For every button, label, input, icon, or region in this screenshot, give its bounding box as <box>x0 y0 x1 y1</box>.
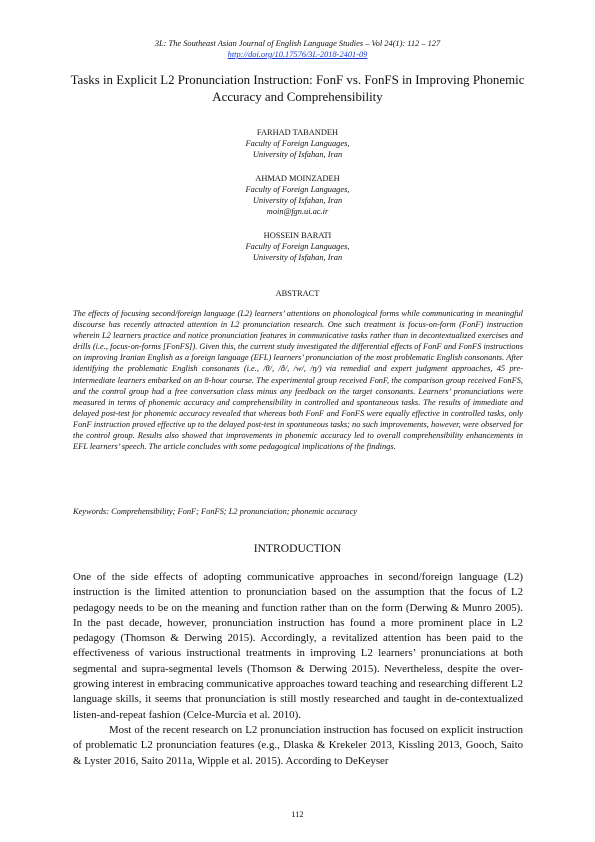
author-affiliation: University of Isfahan, Iran <box>252 253 343 262</box>
author-affiliation: University of Isfahan, Iran <box>252 196 343 205</box>
author-affiliation: Faculty of Foreign Languages, <box>245 242 350 251</box>
author-name: AHMAD MOINZADEH <box>255 174 340 183</box>
keywords-text: Comprehensibility; FonF; FonFS; L2 pronunciation; phonemic accuracy <box>111 507 358 516</box>
author-name: HOSSEIN BARATI <box>263 231 332 240</box>
body-paragraph: Most of the recent research on L2 pronunciation instruction has focused on explicit instruction of problematic L2 pronunciation features (e.g., Dlaska & Krekeler 2013, Kissling 2013, Gooch, Saito & Lyster 2016, Saito 2011a, Wipple et al. 2015). According to DeKeyser <box>73 724 523 767</box>
author-email[interactable]: moin@fgn.ui.ac.ir <box>266 207 329 216</box>
keywords <box>73 506 523 517</box>
abstract-heading: ABSTRACT <box>275 289 320 298</box>
page-number: 112 <box>291 810 304 819</box>
author-affiliation: Faculty of Foreign Languages, <box>245 185 350 194</box>
author-block <box>0 230 595 263</box>
author-name: FARHAD TABANDEH <box>256 128 339 137</box>
author-affiliation: University of Isfahan, Iran <box>252 150 343 159</box>
paper-title: Tasks in Explicit L2 Pronunciation Instruction: FonF vs. FonFS in Improving Phonemic Accuracy and Comprehensibility <box>70 73 525 104</box>
abstract-text: The effects of focusing second/foreign language (L2) learners’ attentions on phonological forms while communicating in meaningful discourse has recently attracted attention in L2 pronunciation research. One such treatment is focus-on-form (FonF) instruction wherein L2 learners practice and notice pronunciation features in communicative tasks rather than in decontextualized exercises and drills (i.e., focus-on-forms [FonFS]). Given this, the current study investigated the differential effects of FonF and FonFS instructions on improving Iranian English as a foreign language (EFL) learners’ pronunciation of the most problematic English consonants. After identifying the problematic English consonants (i.e., /θ/, /ð/, /w/, /ŋ/) via remedial and expert judgment approaches, 45 pre-intermediate learners embarked on an 8-hour course. The experimental group received FonF, the comparison group received FonFS, and the control group had a free conversation class minus any feedback on the target consonants. Learners’ pronunciations were measured in terms of phonemic accuracy and comprehensibility in controlled and spontaneous tasks. The results of immediate and delayed post-test for phonemic accuracy revealed that whereas both FonF and FonFS were equally effective in controlled tasks, only FonF instruction proved effective up to the delayed post-test in spontaneous tasks; no such improvements, however, were observed for the control group. Results also showed that improvements in phonemic accuracy led to overall comprehensibility enhancements in EFL learners’ speech. The article concludes with some pedagogical implications of the findings. <box>73 309 523 452</box>
author-affiliation: Faculty of Foreign Languages, <box>245 139 350 148</box>
section-heading: INTRODUCTION <box>253 542 342 555</box>
journal-header: 3L: The Southeast Asian Journal of English Language Studies – Vol 24(1): 112 – 127 <box>154 39 441 48</box>
author-block <box>0 173 595 217</box>
doi-link[interactable]: http://doi.org/10.17576/3L-2018-2401-09 <box>227 50 368 59</box>
body-paragraph: One of the side effects of adopting communicative approaches in second/foreign language (L2) instruction is the limited attention to pronunciation based on the assumption that the focus of L2 pedagogy needs to be on the meaning and function rather than on the form (Derwing & Munro 2005). In the past decade, however, pronunciation instruction has found a more prominent place in L2 pedagogy (Thomson & Derwing 2015). Accordingly, a revitalized attention has been paid to the effectiveness of various instructional treatments in improving L2 learners’ pronunciations at both segmental and supra-segmental levels (Thomson & Derwing 2015). Nevertheless, despite the over-growing interest in embracing communicative approaches toward teaching and researching different L2 language skills, it seems that pronunciation is still mostly researched and taught in de-contextualized listen-and-repeat fashion (Celce-Murcia et al. 2010). <box>73 571 523 721</box>
keywords-label: Keywords: <box>73 507 109 516</box>
author-block <box>0 127 595 160</box>
